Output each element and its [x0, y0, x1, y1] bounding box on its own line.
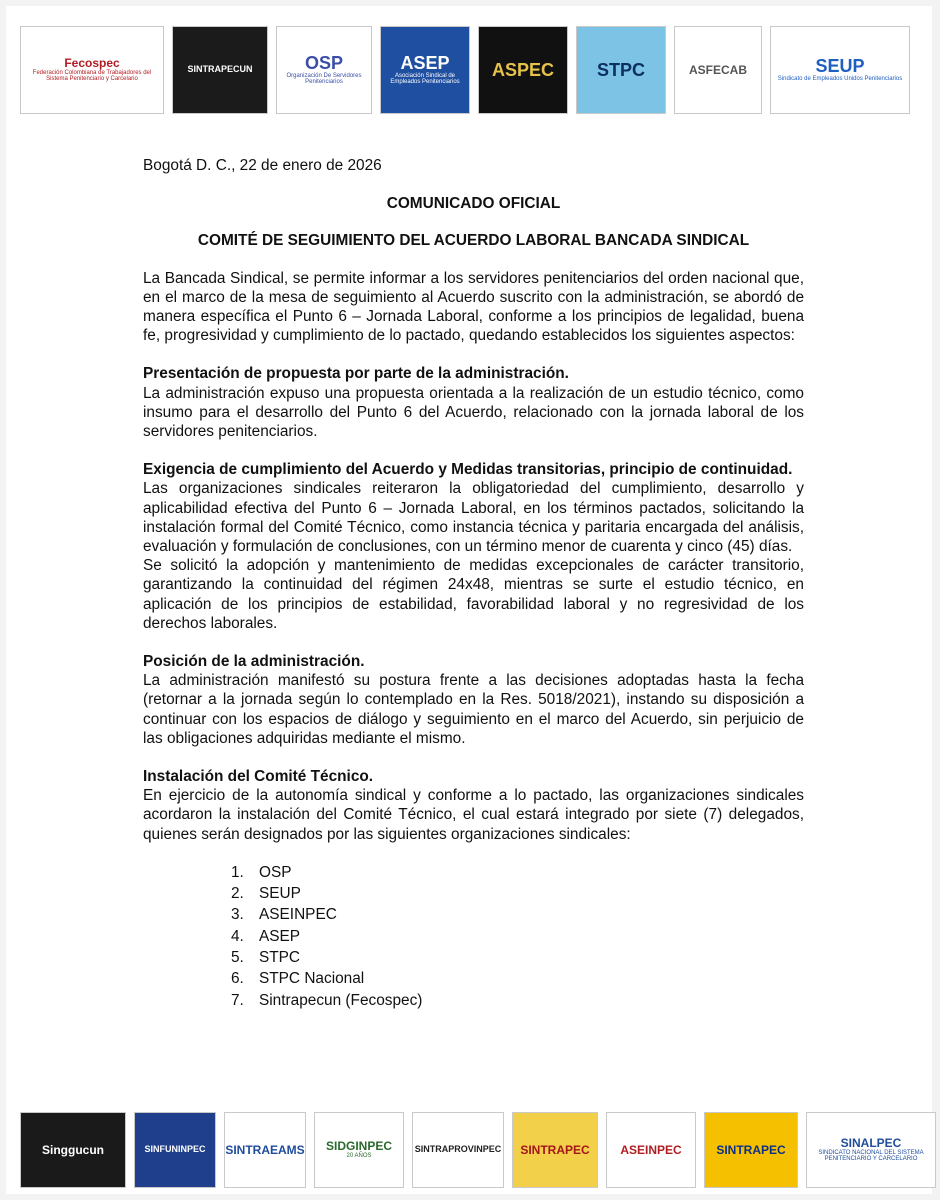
- header-logo-seup: [770, 26, 910, 114]
- header-logo-asfecab: [674, 26, 762, 114]
- organization-item: [231, 904, 804, 925]
- document-date: Bogotá D. C., 22 de enero de 2026: [143, 157, 382, 174]
- footer-logo-sintrapec: [512, 1112, 598, 1188]
- organization-number: 3.: [231, 906, 244, 924]
- logo-subtext: Federación Colombiana de Trabajadores del Sistema Penitenciario y Carcelario: [32, 69, 152, 83]
- logo-text: SINTRAPEC: [520, 1142, 590, 1157]
- organization-item: [231, 968, 804, 989]
- footer-logo-aseinpec: [606, 1112, 696, 1188]
- section-heading-committee: Instalación del Comité Técnico.: [143, 768, 374, 786]
- footer-logo-singgucun: [20, 1112, 126, 1188]
- footer-logo-sinalpec: [806, 1112, 936, 1188]
- header-logo-fecospec: [20, 26, 164, 114]
- organization-number: 1.: [231, 863, 244, 881]
- section-heading-compliance: Exigencia de cumplimiento del Acuerdo y Medidas transitorias, principio de continuidad.: [143, 461, 793, 479]
- logo-subtext: Asociación Sindical de Empleados Penitenciarios: [390, 72, 460, 86]
- section-body-proposal: La administración expuso una propuesta orientada a la realización de un estudio técnico, como insumo para el desarrollo del Punto 6 del Acuerdo, relacionado con la jornada laboral de los servidores penitenciarios.: [143, 384, 804, 441]
- logo-text: Singgucun: [42, 1142, 104, 1157]
- organization-number: 7.: [231, 991, 244, 1009]
- logo-subtext: SINDICATO NACIONAL DEL SISTEMA PENITENCIARIO Y CARCELARIO: [818, 1149, 924, 1163]
- logo-text: OSP: [304, 52, 343, 73]
- organizations-list: [143, 862, 804, 1011]
- footer-logo-row: [20, 1112, 936, 1188]
- logo-text: SINTRAPECUN: [187, 64, 253, 75]
- logo-text: SINTRAPEC: [716, 1142, 786, 1157]
- section-heading-position: Posición de la administración.: [143, 653, 365, 671]
- organization-name: SEUP: [259, 885, 301, 903]
- logo-text: SINALPEC: [840, 1136, 902, 1151]
- header-logo-row: [20, 26, 910, 114]
- logo-text: STPC: [596, 59, 645, 80]
- organization-item: [231, 990, 804, 1011]
- document-page: [6, 6, 932, 1194]
- header-logo-osp: [276, 26, 372, 114]
- logo-text: SINFUNINPEC: [144, 1144, 206, 1155]
- logo-subtext: Sindicato de Empleados Unidos Penitenciarios: [777, 76, 903, 83]
- organization-item: [231, 883, 804, 904]
- document-title: COMUNICADO OFICIAL: [386, 195, 561, 213]
- header-logo-asep: [380, 26, 470, 114]
- header-logo-stpc: [576, 26, 666, 114]
- document-body: [143, 156, 804, 1011]
- logo-text: SEUP: [815, 56, 865, 77]
- logo-text: ASPEC: [491, 59, 554, 80]
- organization-name: ASEP: [259, 927, 301, 945]
- organization-name: STPC Nacional: [259, 970, 365, 988]
- header-logo-aspec: [478, 26, 568, 114]
- footer-logo-sinfuninpec: [134, 1112, 216, 1188]
- organization-name: Sintrapecun (Fecospec): [259, 991, 423, 1009]
- footer-logo-sintraprovinpec: [412, 1112, 504, 1188]
- organization-name: ASEINPEC: [259, 906, 337, 924]
- intro-paragraph: La Bancada Sindical, se permite informar a los servidores penitenciarios del orden nacional que, en el marco de la mesa de seguimiento al Acuerdo suscrito con la administración, se abordó de manera específica el Punto 6 – Jornada Laboral, conforme a los principios de legalidad, buena fe, progresividad y cumplimiento de lo pactado, quedando establecidos los siguientes aspectos:: [143, 269, 804, 345]
- organization-name: OSP: [259, 863, 292, 881]
- logo-text: SIDGINPEC: [325, 1139, 392, 1154]
- logo-text: ASEINPEC: [620, 1142, 682, 1157]
- organization-item: [231, 947, 804, 968]
- organization-item: [231, 926, 804, 947]
- organization-number: 5.: [231, 949, 244, 967]
- logo-text: Fecospec: [64, 56, 120, 71]
- section-heading-proposal: Presentación de propuesta por parte de la administración.: [143, 365, 569, 383]
- logo-text: ASFECAB: [688, 62, 747, 77]
- footer-logo-sintrapec: [704, 1112, 798, 1188]
- organization-item: [231, 862, 804, 883]
- logo-subtext: Organización De Servidores Penitenciarios: [286, 72, 362, 86]
- organization-number: 6.: [231, 970, 244, 988]
- section-body-position: La administración manifestó su postura frente a las decisiones adoptadas hasta la fecha (retornar a la jornada según lo contemplado en la Res. 5018/2021), instando su disposición a continuar con los espacios de diálogo y seguimiento en el marco del Acuerdo, sin perjuicio de las obligaciones adquiridas mediante el mismo.: [143, 672, 804, 747]
- logo-text: ASEP: [400, 52, 450, 73]
- logo-text: SINTRAEAMS: [225, 1142, 305, 1157]
- organization-name: STPC: [259, 949, 301, 967]
- logo-subtext: 20 AÑOS: [346, 1153, 372, 1159]
- footer-logo-sintraeams: [224, 1112, 306, 1188]
- header-logo-sintrapecun: [172, 26, 268, 114]
- organization-number: 4.: [231, 927, 244, 945]
- footer-logo-sidginpec: [314, 1112, 404, 1188]
- organization-number: 2.: [231, 885, 244, 903]
- section-body-compliance-2: Se solicitó la adopción y mantenimiento de medidas excepcionales de carácter transitorio, garantizando la continuidad del régimen 24x48, mientras se surte el estudio técnico, en aplicación de los principios de estabilidad, favorabilidad laboral y no regresividad de los derechos laborales.: [143, 557, 804, 632]
- section-body-committee: En ejercicio de la autonomía sindical y conforme a lo pactado, las organizaciones sindicales acordaron la instalación del Comité Técnico, el cual estará integrado por siete (7) delegados, quienes serán designados por las siguientes organizaciones sindicales:: [143, 787, 804, 843]
- section-body-compliance-1: Las organizaciones sindicales reiteraron la obligatoriedad del cumplimiento, desarrollo y aplicabilidad efectiva del Punto 6 – Jornada Laboral, en los términos pactados, solicitando la instalación formal del Comité Técnico, como instancia técnica y paritaria encargada del análisis, evaluación y formulación de conclusiones, con un término menor de cuarenta y cinco (45) días.: [143, 480, 804, 556]
- document-subtitle: COMITÉ DE SEGUIMIENTO DEL ACUERDO LABORAL BANCADA SINDICAL: [197, 232, 750, 250]
- logo-text: SINTRAPROVINPEC: [414, 1144, 502, 1155]
